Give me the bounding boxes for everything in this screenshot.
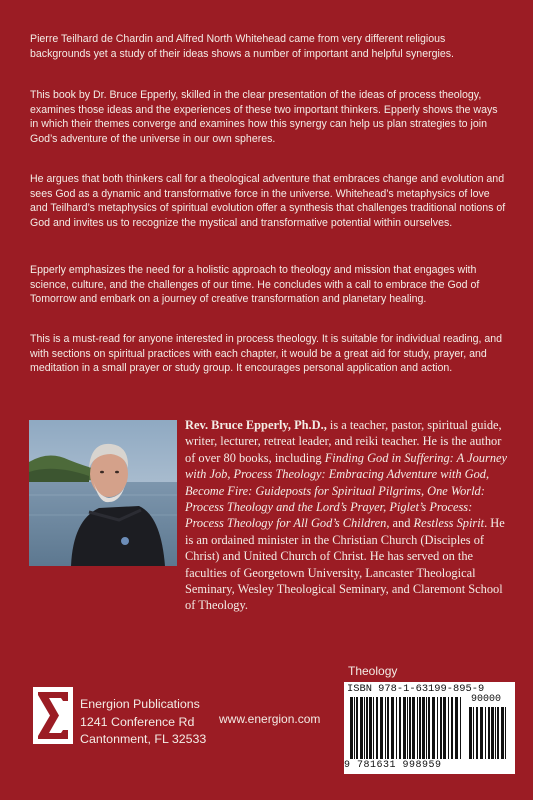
description-paragraph-1: Pierre Teilhard de Chardin and Alfred North Whitehead came from very different religious backgrounds yet a study of their ideas shows a number of important and helpful synergies.	[30, 33, 454, 60]
supplement-barcode-bars	[469, 707, 509, 759]
isbn-text: ISBN 978-1-63199-895-9	[347, 683, 485, 695]
book-category: Theology	[348, 664, 398, 678]
publisher-address-line-2: Cantonment, FL 32533	[80, 732, 207, 746]
ean-number: 9 781631 998959	[344, 760, 442, 771]
publisher-address-line-1: 1241 Conference Rd	[80, 714, 195, 729]
author-photo	[29, 420, 177, 566]
author-bio-intro: is a teacher, pastor, spiritual guide, writer, lecturer, retreat leader, and reiki teacher. He is the author of over 80 books, including	[185, 418, 502, 465]
author-book-titles: Finding God in Suffering: A Journey with Job, Process Theology: Embracing Adventure with God, Become Fire: Guideposts for Spiritual Pilgrims, One World: Process Theology and the Lord’s Prayer, Piglet’s Process: Process Theology for All God’s Children	[185, 450, 508, 531]
description-paragraph-3: He argues that both thinkers call for a theological adventure that embraces change and evolution and sees God as a dynamic and transformative force in the universe. Whitehead’s metaphysics of love and Teilhard’s metaphysics of spiritual evolution offer a synthesis that challenges traditional notions of God and invites us to recognize the mystical and transformative potential within ourselves.	[30, 173, 506, 229]
publisher-website: www.energion.com	[219, 712, 321, 726]
author-book-title-last: Restless Spirit	[413, 516, 485, 531]
publisher-logo	[33, 687, 73, 744]
description-paragraph-5: This is a must-read for anyone interested in process theology. It is suitable for individual reading, and with sections on spiritual practices with each chapter, it would be a great aid for study, prayer, and meditation in a small prayer or study group. It encourages personal application and action.	[30, 333, 503, 375]
description-paragraph-2: This book by Dr. Bruce Epperly, skilled in the clear presentation of the ideas of process theology, examines those ideas and the experiences of these two important thinkers. Epperly shows the ways in which their themes converge and examines how this synergy can help us plan strategies to join God’s adventure of the universe in our own spheres.	[30, 89, 498, 145]
publisher-info	[80, 696, 206, 749]
price-supplement: 90000	[471, 694, 502, 705]
sigma-logo-icon	[33, 731, 73, 748]
author-bio-rest: . He is an ordained minister in the Christian Church (Disciples of Christ) and United Church of Christ. He has served on the faculties of Georgetown University, Lancaster Theological Seminary, Wesley Theological Seminary, and Claremont School of Theology.	[185, 516, 505, 613]
author-bio-conjunction: , and	[386, 516, 414, 531]
publisher-name: Energion Publications	[80, 697, 200, 711]
barcode	[344, 682, 515, 774]
ean-barcode-bars	[350, 697, 464, 759]
description-paragraph-4: Epperly emphasizes the need for a holistic approach to theology and mission that engages with science, culture, and the challenges of our time. He concludes with a call to embrace the God of Tomorrow and embark on a journey of creative transformation and planetary healing.	[30, 264, 480, 306]
author-name: Rev. Bruce Epperly, Ph.D.,	[185, 418, 327, 432]
author-bio	[185, 417, 513, 614]
